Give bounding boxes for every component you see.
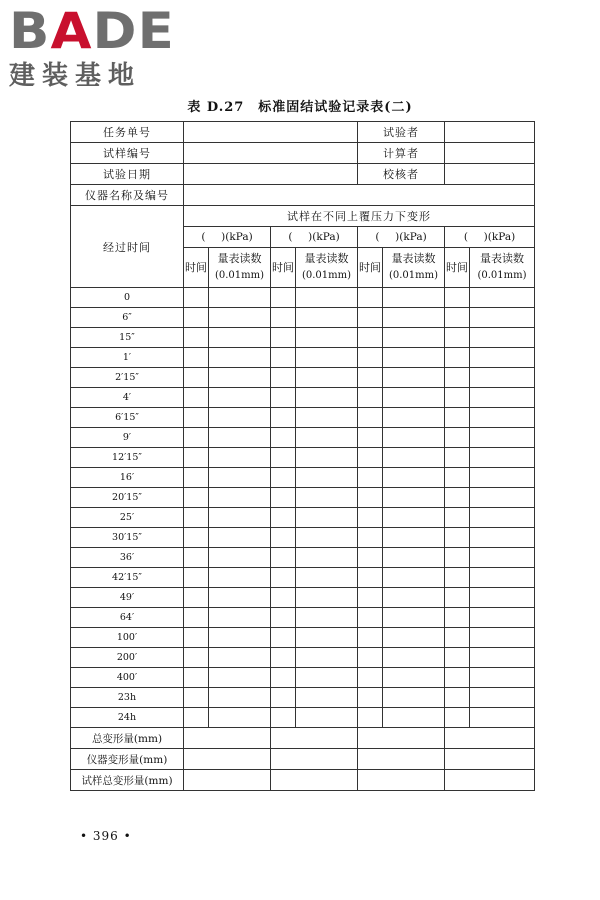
time-row xyxy=(71,608,535,628)
time-entry-cell[interactable] xyxy=(445,288,470,308)
reading-entry-cell[interactable] xyxy=(383,588,445,608)
time-subheader: 时间 xyxy=(445,248,470,288)
reading-entry-cell[interactable] xyxy=(209,588,271,608)
summary-value-cell[interactable] xyxy=(445,770,535,791)
reading-entry-cell[interactable] xyxy=(296,528,358,548)
reading-entry-cell[interactable] xyxy=(383,448,445,468)
elapsed-time-cell: 15″ xyxy=(71,328,184,348)
reading-entry-cell[interactable] xyxy=(470,628,535,648)
time-entry-cell[interactable] xyxy=(271,548,296,568)
reading-entry-cell[interactable] xyxy=(209,468,271,488)
time-entry-cell[interactable] xyxy=(184,688,209,708)
time-entry-cell[interactable] xyxy=(445,648,470,668)
reading-entry-cell[interactable] xyxy=(296,708,358,728)
pressure-header[interactable]: ( )(kPa) xyxy=(445,227,535,248)
time-entry-cell[interactable] xyxy=(445,388,470,408)
reading-entry-cell[interactable] xyxy=(296,668,358,688)
info-value[interactable] xyxy=(445,164,535,185)
summary-value-cell[interactable] xyxy=(445,749,535,770)
time-entry-cell[interactable] xyxy=(358,288,383,308)
time-entry-cell[interactable] xyxy=(184,648,209,668)
info-label: 计算者 xyxy=(358,143,445,164)
time-entry-cell[interactable] xyxy=(271,408,296,428)
reading-entry-cell[interactable] xyxy=(209,368,271,388)
reading-entry-cell[interactable] xyxy=(209,628,271,648)
info-row xyxy=(71,122,535,143)
reading-entry-cell[interactable] xyxy=(470,648,535,668)
time-entry-cell[interactable] xyxy=(358,428,383,448)
reading-entry-cell[interactable] xyxy=(383,688,445,708)
reading-entry-cell[interactable] xyxy=(383,668,445,688)
reading-entry-cell[interactable] xyxy=(383,548,445,568)
time-entry-cell[interactable] xyxy=(184,568,209,588)
reading-entry-cell[interactable] xyxy=(296,548,358,568)
time-row xyxy=(71,588,535,608)
consolidation-record-table xyxy=(70,121,535,791)
time-entry-cell[interactable] xyxy=(445,488,470,508)
time-entry-cell[interactable] xyxy=(358,688,383,708)
reading-entry-cell[interactable] xyxy=(209,608,271,628)
time-entry-cell[interactable] xyxy=(271,588,296,608)
summary-value-cell[interactable] xyxy=(271,770,358,791)
time-entry-cell[interactable] xyxy=(184,488,209,508)
reading-entry-cell[interactable] xyxy=(209,668,271,688)
time-entry-cell[interactable] xyxy=(358,628,383,648)
reading-entry-cell[interactable] xyxy=(296,348,358,368)
page-number: • 396 • xyxy=(80,829,132,843)
reading-entry-cell[interactable] xyxy=(296,628,358,648)
instrument-row xyxy=(71,185,535,206)
reading-entry-cell[interactable] xyxy=(296,588,358,608)
elapsed-time-cell: 23h xyxy=(71,688,184,708)
elapsed-time-cell: 2′15″ xyxy=(71,368,184,388)
time-entry-cell[interactable] xyxy=(271,648,296,668)
elapsed-time-cell: 49′ xyxy=(71,588,184,608)
info-label: 任务单号 xyxy=(71,122,184,143)
time-row xyxy=(71,648,535,668)
pressure-header[interactable]: ( )(kPa) xyxy=(358,227,445,248)
reading-entry-cell[interactable] xyxy=(209,288,271,308)
time-row xyxy=(71,528,535,548)
time-entry-cell[interactable] xyxy=(358,308,383,328)
reading-entry-cell[interactable] xyxy=(470,528,535,548)
reading-entry-cell[interactable] xyxy=(470,328,535,348)
time-entry-cell[interactable] xyxy=(445,508,470,528)
reading-entry-cell[interactable] xyxy=(209,708,271,728)
elapsed-time-header: 经过时间 xyxy=(71,206,184,288)
elapsed-time-cell: 200′ xyxy=(71,648,184,668)
reading-entry-cell[interactable] xyxy=(470,408,535,428)
time-entry-cell[interactable] xyxy=(184,348,209,368)
elapsed-time-cell: 36′ xyxy=(71,548,184,568)
reading-subheader: 量表读数 (0.01mm) xyxy=(209,248,271,288)
time-entry-cell[interactable] xyxy=(358,648,383,668)
time-entry-cell[interactable] xyxy=(445,668,470,688)
elapsed-time-cell: 1′ xyxy=(71,348,184,368)
elapsed-time-cell: 0 xyxy=(71,288,184,308)
time-entry-cell[interactable] xyxy=(445,368,470,388)
time-entry-cell[interactable] xyxy=(358,608,383,628)
reading-entry-cell[interactable] xyxy=(470,488,535,508)
summary-value-cell[interactable] xyxy=(184,770,271,791)
reading-entry-cell[interactable] xyxy=(383,568,445,588)
time-entry-cell[interactable] xyxy=(271,508,296,528)
reading-entry-cell[interactable] xyxy=(296,368,358,388)
deformation-header-row xyxy=(71,206,535,227)
reading-entry-cell[interactable] xyxy=(383,708,445,728)
reading-entry-cell[interactable] xyxy=(383,348,445,368)
time-entry-cell[interactable] xyxy=(358,368,383,388)
info-label: 试样编号 xyxy=(71,143,184,164)
time-entry-cell[interactable] xyxy=(445,428,470,448)
reading-entry-cell[interactable] xyxy=(470,708,535,728)
reading-entry-cell[interactable] xyxy=(470,588,535,608)
reading-subheader: 量表读数 (0.01mm) xyxy=(296,248,358,288)
time-entry-cell[interactable] xyxy=(184,508,209,528)
reading-entry-cell[interactable] xyxy=(383,468,445,488)
time-entry-cell[interactable] xyxy=(184,368,209,388)
elapsed-time-cell: 6′15″ xyxy=(71,408,184,428)
time-entry-cell[interactable] xyxy=(445,628,470,648)
reading-entry-cell[interactable] xyxy=(470,608,535,628)
summary-value-cell[interactable] xyxy=(358,749,445,770)
reading-entry-cell[interactable] xyxy=(296,288,358,308)
time-row xyxy=(71,368,535,388)
elapsed-time-cell: 25′ xyxy=(71,508,184,528)
time-entry-cell[interactable] xyxy=(271,468,296,488)
time-entry-cell[interactable] xyxy=(445,688,470,708)
time-entry-cell[interactable] xyxy=(184,528,209,548)
time-entry-cell[interactable] xyxy=(445,608,470,628)
summary-row xyxy=(71,728,535,749)
time-entry-cell[interactable] xyxy=(445,468,470,488)
reading-entry-cell[interactable] xyxy=(383,528,445,548)
elapsed-time-cell: 64′ xyxy=(71,608,184,628)
reading-entry-cell[interactable] xyxy=(383,368,445,388)
reading-entry-cell[interactable] xyxy=(209,548,271,568)
time-row xyxy=(71,308,535,328)
time-entry-cell[interactable] xyxy=(445,328,470,348)
pressure-header[interactable]: ( )(kPa) xyxy=(271,227,358,248)
reading-entry-cell[interactable] xyxy=(296,468,358,488)
time-entry-cell[interactable] xyxy=(184,288,209,308)
info-value[interactable] xyxy=(445,122,535,143)
reading-subheader: 量表读数 (0.01mm) xyxy=(383,248,445,288)
time-entry-cell[interactable] xyxy=(445,348,470,368)
time-entry-cell[interactable] xyxy=(271,328,296,348)
info-value[interactable] xyxy=(184,164,358,185)
time-entry-cell[interactable] xyxy=(358,348,383,368)
reading-entry-cell[interactable] xyxy=(209,488,271,508)
summary-label: 仪器变形量(mm) xyxy=(71,749,184,770)
time-entry-cell[interactable] xyxy=(271,388,296,408)
reading-entry-cell[interactable] xyxy=(296,508,358,528)
time-entry-cell[interactable] xyxy=(358,508,383,528)
info-value[interactable] xyxy=(184,143,358,164)
reading-entry-cell[interactable] xyxy=(470,568,535,588)
reading-entry-cell[interactable] xyxy=(470,348,535,368)
time-entry-cell[interactable] xyxy=(271,568,296,588)
time-entry-cell[interactable] xyxy=(445,408,470,428)
time-entry-cell[interactable] xyxy=(271,288,296,308)
time-entry-cell[interactable] xyxy=(184,408,209,428)
elapsed-time-cell: 30′15″ xyxy=(71,528,184,548)
reading-entry-cell[interactable] xyxy=(209,308,271,328)
reading-entry-cell[interactable] xyxy=(296,408,358,428)
time-entry-cell[interactable] xyxy=(184,468,209,488)
info-value[interactable] xyxy=(184,122,358,143)
time-entry-cell[interactable] xyxy=(271,528,296,548)
reading-entry-cell[interactable] xyxy=(209,528,271,548)
time-entry-cell[interactable] xyxy=(445,308,470,328)
reading-entry-cell[interactable] xyxy=(470,368,535,388)
time-entry-cell[interactable] xyxy=(358,588,383,608)
time-entry-cell[interactable] xyxy=(184,428,209,448)
time-entry-cell[interactable] xyxy=(184,548,209,568)
time-entry-cell[interactable] xyxy=(271,688,296,708)
time-row xyxy=(71,548,535,568)
reading-entry-cell[interactable] xyxy=(470,668,535,688)
reading-entry-cell[interactable] xyxy=(470,548,535,568)
table-title: 表 D.27 标准固结试验记录表(二) xyxy=(187,100,413,115)
reading-entry-cell[interactable] xyxy=(296,488,358,508)
reading-entry-cell[interactable] xyxy=(296,648,358,668)
time-entry-cell[interactable] xyxy=(271,308,296,328)
summary-value-cell[interactable] xyxy=(445,728,535,749)
time-entry-cell[interactable] xyxy=(358,488,383,508)
reading-entry-cell[interactable] xyxy=(470,468,535,488)
time-entry-cell[interactable] xyxy=(184,388,209,408)
info-value[interactable] xyxy=(445,143,535,164)
time-entry-cell[interactable] xyxy=(184,448,209,468)
time-row xyxy=(71,488,535,508)
elapsed-time-cell: 6″ xyxy=(71,308,184,328)
info-label: 试验者 xyxy=(358,122,445,143)
reading-entry-cell[interactable] xyxy=(209,428,271,448)
elapsed-time-cell: 4′ xyxy=(71,388,184,408)
reading-entry-cell[interactable] xyxy=(383,608,445,628)
time-entry-cell[interactable] xyxy=(358,468,383,488)
summary-label: 总变形量(mm) xyxy=(71,728,184,749)
time-entry-cell[interactable] xyxy=(358,328,383,348)
reading-entry-cell[interactable] xyxy=(470,388,535,408)
time-entry-cell[interactable] xyxy=(358,568,383,588)
time-entry-cell[interactable] xyxy=(358,668,383,688)
reading-entry-cell[interactable] xyxy=(470,688,535,708)
time-row xyxy=(71,328,535,348)
elapsed-time-cell: 100′ xyxy=(71,628,184,648)
reading-subheader: 量表读数 (0.01mm) xyxy=(470,248,535,288)
reading-entry-cell[interactable] xyxy=(383,328,445,348)
reading-entry-cell[interactable] xyxy=(383,388,445,408)
reading-entry-cell[interactable] xyxy=(209,348,271,368)
reading-entry-cell[interactable] xyxy=(470,288,535,308)
time-entry-cell[interactable] xyxy=(358,548,383,568)
summary-label: 试样总变形量(mm) xyxy=(71,770,184,791)
time-entry-cell[interactable] xyxy=(271,668,296,688)
reading-entry-cell[interactable] xyxy=(296,428,358,448)
summary-value-cell[interactable] xyxy=(184,749,271,770)
time-entry-cell[interactable] xyxy=(184,588,209,608)
summary-value-cell[interactable] xyxy=(358,770,445,791)
time-row xyxy=(71,448,535,468)
time-entry-cell[interactable] xyxy=(271,708,296,728)
time-row xyxy=(71,428,535,448)
reading-entry-cell[interactable] xyxy=(383,508,445,528)
summary-value-cell[interactable] xyxy=(271,749,358,770)
time-entry-cell[interactable] xyxy=(271,488,296,508)
reading-entry-cell[interactable] xyxy=(470,508,535,528)
reading-entry-cell[interactable] xyxy=(470,448,535,468)
reading-entry-cell[interactable] xyxy=(296,568,358,588)
summary-value-cell[interactable] xyxy=(358,728,445,749)
time-row xyxy=(71,508,535,528)
reading-entry-cell[interactable] xyxy=(209,688,271,708)
instrument-label: 仪器名称及编号 xyxy=(71,185,184,206)
elapsed-time-cell: 400′ xyxy=(71,668,184,688)
info-row xyxy=(71,164,535,185)
elapsed-time-cell: 42′15″ xyxy=(71,568,184,588)
reading-entry-cell[interactable] xyxy=(470,428,535,448)
time-subheader: 时间 xyxy=(358,248,383,288)
reading-entry-cell[interactable] xyxy=(209,508,271,528)
time-entry-cell[interactable] xyxy=(184,308,209,328)
reading-entry-cell[interactable] xyxy=(209,408,271,428)
reading-entry-cell[interactable] xyxy=(383,288,445,308)
time-entry-cell[interactable] xyxy=(184,608,209,628)
instrument-value[interactable] xyxy=(184,185,535,206)
time-row xyxy=(71,568,535,588)
summary-row xyxy=(71,749,535,770)
time-row xyxy=(71,668,535,688)
reading-entry-cell[interactable] xyxy=(209,648,271,668)
reading-entry-cell[interactable] xyxy=(296,388,358,408)
time-entry-cell[interactable] xyxy=(445,588,470,608)
elapsed-time-cell: 20′15″ xyxy=(71,488,184,508)
deformation-header: 试样在不同上覆压力下变形 xyxy=(184,206,535,227)
time-row xyxy=(71,408,535,428)
time-row xyxy=(71,708,535,728)
time-row xyxy=(71,688,535,708)
time-entry-cell[interactable] xyxy=(358,388,383,408)
reading-entry-cell[interactable] xyxy=(383,648,445,668)
summary-row xyxy=(71,770,535,791)
reading-entry-cell[interactable] xyxy=(383,308,445,328)
elapsed-time-cell: 24h xyxy=(71,708,184,728)
time-subheader: 时间 xyxy=(271,248,296,288)
reading-entry-cell[interactable] xyxy=(296,688,358,708)
reading-entry-cell[interactable] xyxy=(296,448,358,468)
time-entry-cell[interactable] xyxy=(271,348,296,368)
time-row xyxy=(71,468,535,488)
time-entry-cell[interactable] xyxy=(445,568,470,588)
elapsed-time-cell: 16′ xyxy=(71,468,184,488)
reading-entry-cell[interactable] xyxy=(383,428,445,448)
info-label: 校核者 xyxy=(358,164,445,185)
reading-entry-cell[interactable] xyxy=(209,448,271,468)
reading-entry-cell[interactable] xyxy=(209,568,271,588)
time-row xyxy=(71,388,535,408)
time-entry-cell[interactable] xyxy=(184,708,209,728)
time-entry-cell[interactable] xyxy=(271,428,296,448)
time-entry-cell[interactable] xyxy=(271,448,296,468)
pressure-header[interactable]: ( )(kPa) xyxy=(184,227,271,248)
time-entry-cell[interactable] xyxy=(445,548,470,568)
logo-latin: BADE xyxy=(9,2,175,60)
time-entry-cell[interactable] xyxy=(271,628,296,648)
elapsed-time-cell: 9′ xyxy=(71,428,184,448)
reading-entry-cell[interactable] xyxy=(383,628,445,648)
reading-entry-cell[interactable] xyxy=(383,408,445,428)
logo-chinese: 建装基地 xyxy=(9,61,142,91)
time-row xyxy=(71,628,535,648)
reading-entry-cell[interactable] xyxy=(296,328,358,348)
time-entry-cell[interactable] xyxy=(445,528,470,548)
reading-entry-cell[interactable] xyxy=(209,328,271,348)
time-entry-cell[interactable] xyxy=(358,528,383,548)
time-entry-cell[interactable] xyxy=(184,628,209,648)
time-entry-cell[interactable] xyxy=(358,448,383,468)
time-entry-cell[interactable] xyxy=(271,608,296,628)
info-label: 试验日期 xyxy=(71,164,184,185)
reading-entry-cell[interactable] xyxy=(209,388,271,408)
time-entry-cell[interactable] xyxy=(184,328,209,348)
time-entry-cell[interactable] xyxy=(358,408,383,428)
bade-logo xyxy=(9,2,209,91)
time-entry-cell[interactable] xyxy=(271,368,296,388)
summary-value-cell[interactable] xyxy=(184,728,271,749)
summary-value-cell[interactable] xyxy=(271,728,358,749)
time-row xyxy=(71,288,535,308)
time-entry-cell[interactable] xyxy=(445,448,470,468)
reading-entry-cell[interactable] xyxy=(470,308,535,328)
reading-entry-cell[interactable] xyxy=(296,308,358,328)
elapsed-time-cell: 12′15″ xyxy=(71,448,184,468)
time-entry-cell[interactable] xyxy=(184,668,209,688)
reading-entry-cell[interactable] xyxy=(383,488,445,508)
time-subheader: 时间 xyxy=(184,248,209,288)
reading-entry-cell[interactable] xyxy=(296,608,358,628)
time-row xyxy=(71,348,535,368)
time-entry-cell[interactable] xyxy=(358,708,383,728)
info-row xyxy=(71,143,535,164)
time-entry-cell[interactable] xyxy=(445,708,470,728)
